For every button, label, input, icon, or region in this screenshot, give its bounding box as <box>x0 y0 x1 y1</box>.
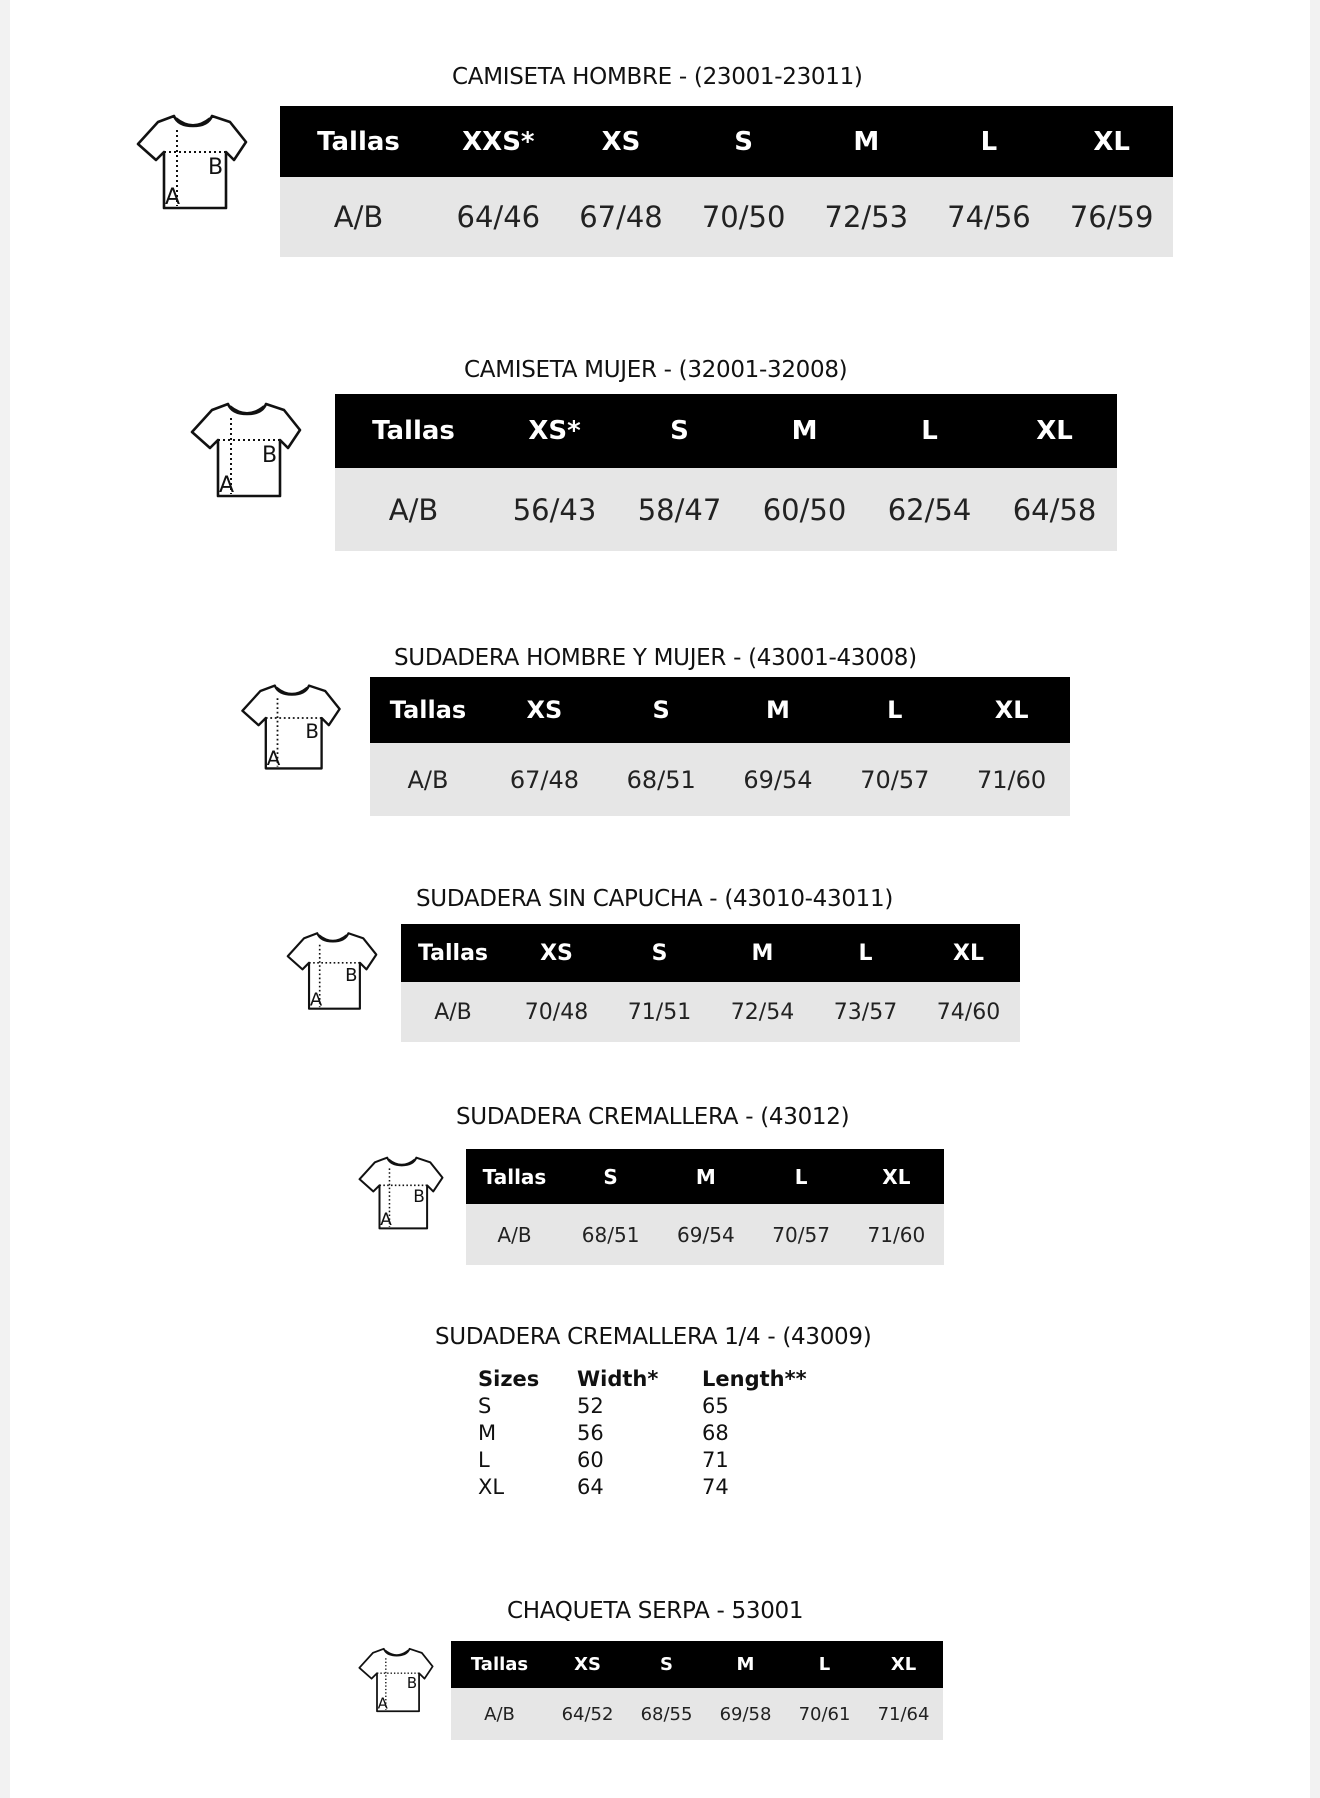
measurement-row <box>280 177 1173 257</box>
label-b: B <box>413 1186 425 1207</box>
ab-label-cell: A/B <box>466 1204 563 1265</box>
measurement-cell: 62/54 <box>867 468 992 551</box>
measurement-cell: 72/53 <box>805 177 928 257</box>
size-header-row <box>451 1641 943 1688</box>
size-header-cell: L <box>814 924 917 982</box>
measurement-row <box>401 982 1020 1042</box>
tallas-header: Tallas <box>370 677 486 743</box>
tshirt-measurement-icon <box>358 1154 444 1232</box>
tshirt-measurement-icon <box>136 112 248 212</box>
section-title: SUDADERA CREMALLERA - (43012) <box>456 1104 850 1130</box>
measurement-row <box>370 743 1070 816</box>
tallas-header: Tallas <box>401 924 505 982</box>
measurement-cell: 68/55 <box>627 1688 706 1740</box>
ab-label-cell: A/B <box>280 177 437 257</box>
ab-label-cell: A/B <box>451 1688 548 1740</box>
size-header-row <box>335 394 1117 468</box>
tallas-header: Tallas <box>280 106 437 177</box>
size-header-cell: S <box>603 677 720 743</box>
section-title: CAMISETA MUJER - (32001-32008) <box>464 357 848 383</box>
size-table <box>451 1641 943 1740</box>
measurement-cell: 60/50 <box>742 468 867 551</box>
label-a: A <box>266 746 281 770</box>
measurement-cell: 71/60 <box>849 1204 944 1265</box>
tshirt-outline-icon <box>240 682 342 772</box>
size-header-cell: M <box>742 394 867 468</box>
plain-size-table <box>478 1366 842 1501</box>
width-cell: 52 <box>577 1394 604 1418</box>
ab-label-cell: A/B <box>370 743 486 816</box>
size-header-cell: S <box>563 1149 658 1204</box>
size-header-cell: XL <box>992 394 1117 468</box>
size-table <box>335 394 1117 551</box>
measurement-cell: 76/59 <box>1050 177 1173 257</box>
plain-table-row <box>478 1474 842 1501</box>
measurement-cell: 70/57 <box>754 1204 849 1265</box>
plain-table-row <box>478 1420 842 1447</box>
size-cell: L <box>478 1448 490 1472</box>
size-header-cell: S <box>617 394 742 468</box>
ab-label-cell: A/B <box>335 468 492 551</box>
label-a: A <box>309 989 323 1011</box>
size-header-cell: XL <box>1050 106 1173 177</box>
label-b: B <box>345 964 358 986</box>
size-cell: S <box>478 1394 492 1418</box>
measurement-cell: 70/61 <box>785 1688 864 1740</box>
measurement-cell: 74/60 <box>917 982 1020 1042</box>
size-header-cell: M <box>706 1641 785 1688</box>
tshirt-outline-icon <box>358 1646 434 1714</box>
header-width: Width* <box>577 1367 659 1391</box>
size-header-cell: L <box>785 1641 864 1688</box>
measurement-row <box>451 1688 943 1740</box>
section-title: SUDADERA SIN CAPUCHA - (43010-43011) <box>416 886 893 912</box>
size-header-cell: XS* <box>492 394 617 468</box>
measurement-cell: 72/54 <box>711 982 814 1042</box>
length-cell: 65 <box>702 1394 729 1418</box>
size-header-cell: L <box>754 1149 849 1204</box>
measurement-row <box>466 1204 944 1265</box>
label-b: B <box>305 719 319 743</box>
tshirt-outline-icon <box>136 112 248 212</box>
width-cell: 56 <box>577 1421 604 1445</box>
width-cell: 64 <box>577 1475 604 1499</box>
label-a: A <box>377 1694 388 1713</box>
size-header-row <box>466 1149 944 1204</box>
label-a: A <box>219 473 235 498</box>
size-header-cell: XL <box>917 924 1020 982</box>
measurement-cell: 67/48 <box>560 177 683 257</box>
size-cell: M <box>478 1421 497 1445</box>
measurement-cell: 70/57 <box>836 743 953 816</box>
tshirt-outline-icon <box>190 400 302 500</box>
measurement-cell: 67/48 <box>486 743 603 816</box>
size-table <box>280 106 1173 257</box>
measurement-cell: 71/64 <box>864 1688 943 1740</box>
length-cell: 68 <box>702 1421 729 1445</box>
tallas-header: Tallas <box>466 1149 563 1204</box>
size-cell: XL <box>478 1475 505 1499</box>
size-header-cell: XL <box>864 1641 943 1688</box>
ab-label-cell: A/B <box>401 982 505 1042</box>
plain-table-row <box>478 1393 842 1420</box>
length-cell: 74 <box>702 1475 729 1499</box>
size-table <box>401 924 1020 1042</box>
tshirt-outline-icon <box>286 930 378 1012</box>
size-header-cell: M <box>805 106 928 177</box>
size-header-cell: L <box>836 677 953 743</box>
label-b: B <box>262 443 278 468</box>
measurement-cell: 68/51 <box>603 743 720 816</box>
measurement-cell: 68/51 <box>563 1204 658 1265</box>
tshirt-measurement-icon <box>190 400 302 500</box>
label-a: A <box>165 185 181 210</box>
section-title: CHAQUETA SERPA - 53001 <box>507 1598 804 1624</box>
size-header-row <box>370 677 1070 743</box>
size-header-cell: S <box>627 1641 706 1688</box>
measurement-cell: 56/43 <box>492 468 617 551</box>
tallas-header: Tallas <box>335 394 492 468</box>
size-header-row <box>401 924 1020 982</box>
size-header-row <box>280 106 1173 177</box>
measurement-cell: 69/54 <box>720 743 837 816</box>
tallas-header: Tallas <box>451 1641 548 1688</box>
size-header-cell: XS <box>486 677 603 743</box>
measurement-cell: 64/58 <box>992 468 1117 551</box>
label-a: A <box>380 1209 392 1230</box>
size-header-cell: L <box>928 106 1051 177</box>
plain-table-header <box>478 1366 842 1393</box>
size-header-cell: M <box>720 677 837 743</box>
measurement-cell: 70/50 <box>682 177 805 257</box>
size-header-cell: XL <box>953 677 1070 743</box>
size-header-cell: L <box>867 394 992 468</box>
section-title: CAMISETA HOMBRE - (23001-23011) <box>452 64 863 90</box>
size-header-cell: XS <box>560 106 683 177</box>
size-header-cell: S <box>608 924 711 982</box>
tshirt-outline-icon <box>358 1154 444 1232</box>
tshirt-measurement-icon <box>286 930 378 1012</box>
measurement-row <box>335 468 1117 551</box>
label-b: B <box>406 1674 418 1693</box>
size-header-cell: M <box>711 924 814 982</box>
measurement-cell: 71/51 <box>608 982 711 1042</box>
size-table <box>466 1149 944 1265</box>
measurement-cell: 69/58 <box>706 1688 785 1740</box>
measurement-cell: 71/60 <box>953 743 1070 816</box>
measurement-cell: 64/52 <box>548 1688 627 1740</box>
measurement-cell: 58/47 <box>617 468 742 551</box>
size-header-cell: XS <box>548 1641 627 1688</box>
length-cell: 71 <box>702 1448 729 1472</box>
size-header-cell: M <box>658 1149 753 1204</box>
size-header-cell: XXS* <box>437 106 560 177</box>
tshirt-measurement-icon <box>240 682 342 772</box>
measurement-cell: 70/48 <box>505 982 608 1042</box>
width-cell: 60 <box>577 1448 604 1472</box>
section-title: SUDADERA HOMBRE Y MUJER - (43001-43008) <box>394 645 917 671</box>
header-length: Length** <box>702 1367 807 1391</box>
header-sizes: Sizes <box>478 1367 540 1391</box>
plain-table-row <box>478 1447 842 1474</box>
size-table <box>370 677 1070 816</box>
measurement-cell: 64/46 <box>437 177 560 257</box>
section-title: SUDADERA CREMALLERA 1/4 - (43009) <box>435 1324 872 1350</box>
measurement-cell: 73/57 <box>814 982 917 1042</box>
size-header-cell: XL <box>849 1149 944 1204</box>
label-b: B <box>208 155 224 180</box>
size-header-cell: S <box>682 106 805 177</box>
tshirt-measurement-icon <box>358 1646 434 1714</box>
size-header-cell: XS <box>505 924 608 982</box>
measurement-cell: 69/54 <box>658 1204 753 1265</box>
measurement-cell: 74/56 <box>928 177 1051 257</box>
size-guide-page <box>10 0 1310 1798</box>
